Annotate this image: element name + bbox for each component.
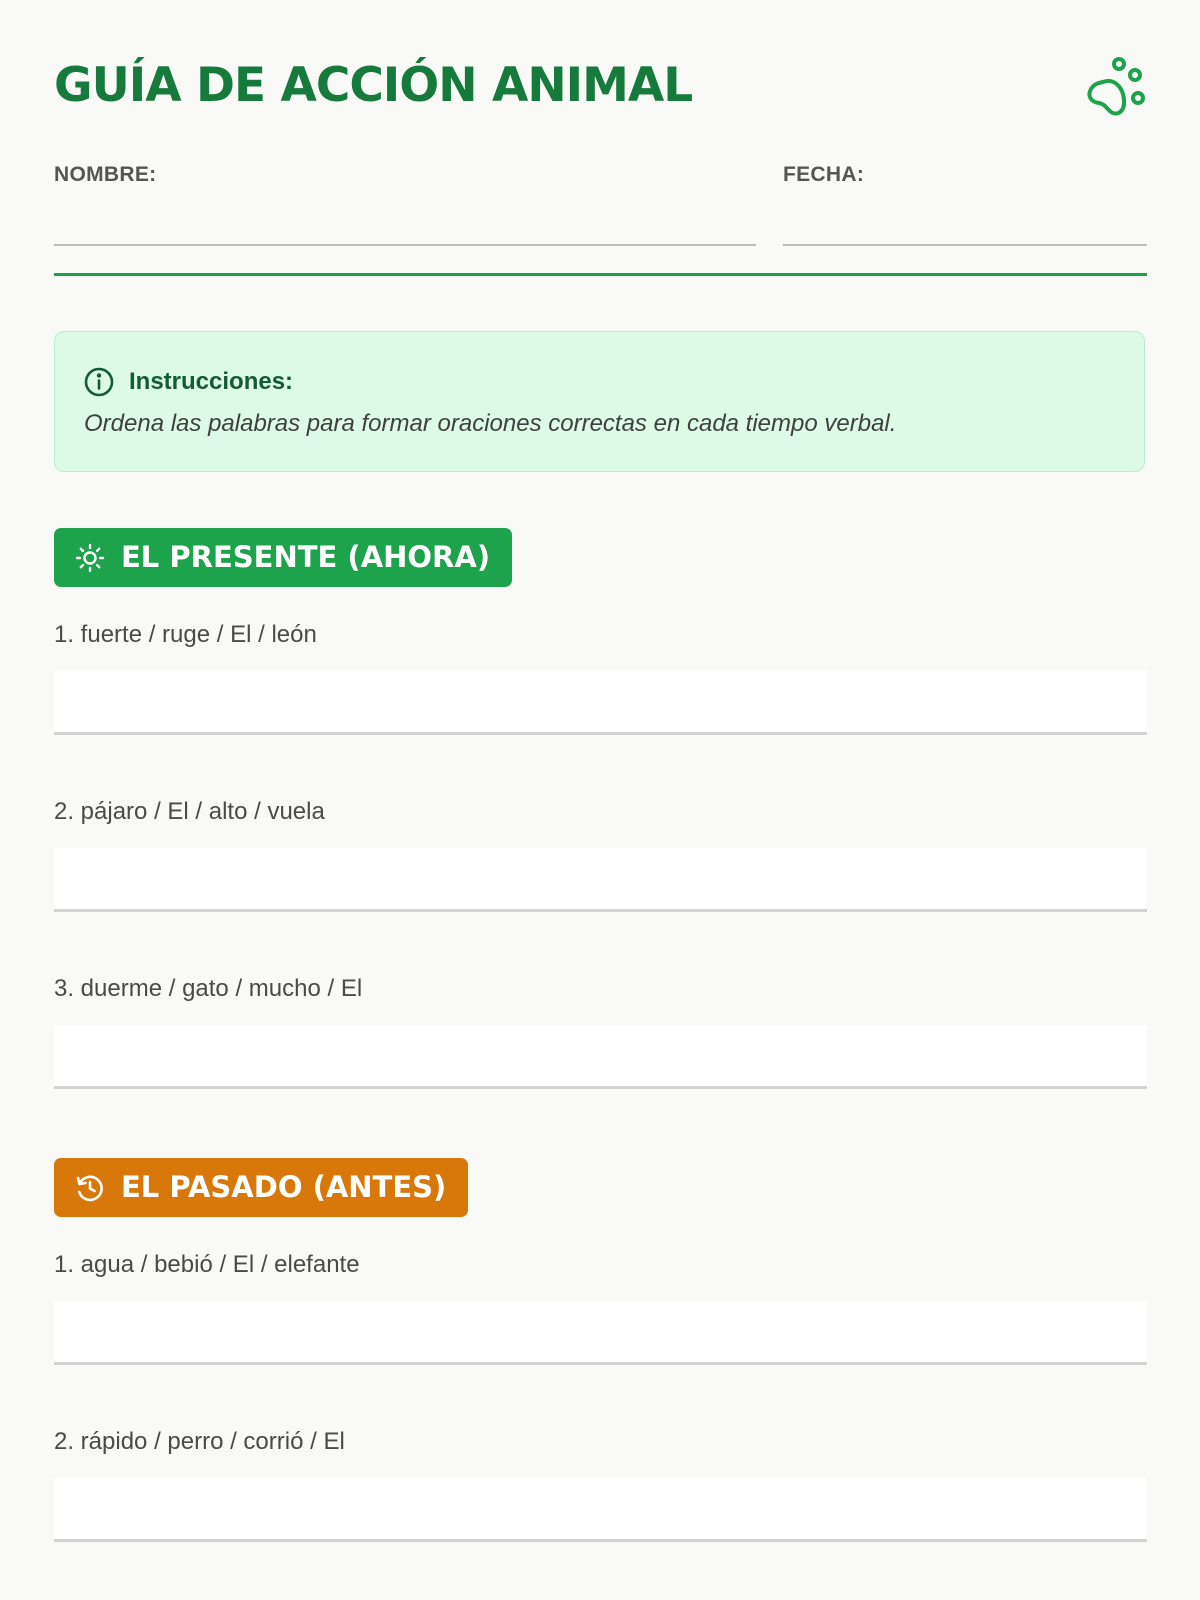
name-line[interactable] xyxy=(54,244,756,246)
prompt-present-2: 2. pájaro / El / alto / vuela xyxy=(54,798,325,825)
instructions-text: Ordena las palabras para formar oraciones correctas en cada tiempo verbal. xyxy=(84,410,897,437)
instructions-title: Instrucciones: xyxy=(129,368,294,395)
page-title: GUÍA DE ACCIÓN ANIMAL xyxy=(54,58,693,113)
answer-present-3[interactable] xyxy=(54,1025,1147,1089)
section-title-past: EL PASADO (ANTES) xyxy=(121,1170,447,1204)
header-divider xyxy=(54,273,1147,276)
paw-icon xyxy=(1083,56,1147,120)
prompt-present-3: 3. duerme / gato / mucho / El xyxy=(54,975,363,1002)
info-icon xyxy=(83,366,115,398)
answer-past-1[interactable] xyxy=(54,1301,1147,1365)
section-badge-present xyxy=(54,528,512,587)
name-label: NOMBRE: xyxy=(54,163,157,186)
prompt-present-1: 1. fuerte / ruge / El / león xyxy=(54,621,317,648)
header xyxy=(54,56,1147,116)
instructions-box xyxy=(54,331,1145,472)
date-label: FECHA: xyxy=(783,163,865,186)
sun-icon xyxy=(74,542,106,574)
answer-past-2[interactable] xyxy=(54,1478,1147,1542)
date-line[interactable] xyxy=(783,244,1147,246)
answer-present-2[interactable] xyxy=(54,848,1147,912)
section-badge-past xyxy=(54,1158,468,1217)
history-icon xyxy=(74,1172,106,1204)
prompt-past-1: 1. agua / bebió / El / elefante xyxy=(54,1251,360,1278)
section-title-present: EL PRESENTE (AHORA) xyxy=(121,540,491,574)
answer-present-1[interactable] xyxy=(54,671,1147,735)
prompt-past-2: 2. rápido / perro / corrió / El xyxy=(54,1428,345,1455)
